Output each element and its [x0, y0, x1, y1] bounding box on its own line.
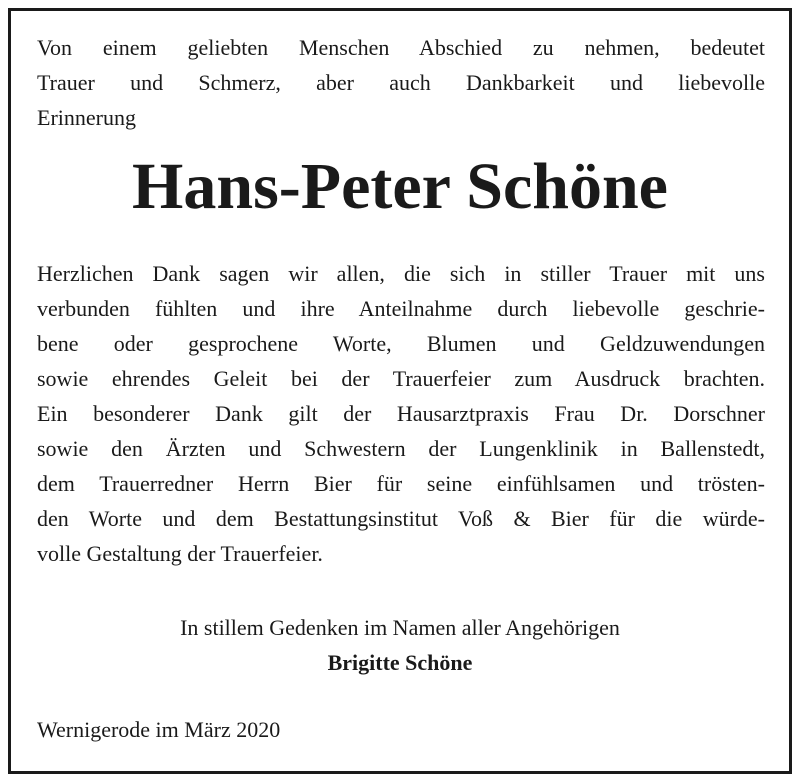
- place-date: Wernigerode im März 2020: [37, 717, 281, 742]
- intro-line: Trauer und Schmerz, aber auch Dankbarkeit und liebevolle: [37, 70, 765, 95]
- deceased-name: Hans-Peter Schöne: [132, 150, 668, 223]
- remembrance-line: In stillem Gedenken im Namen aller Angehörigen: [180, 615, 620, 640]
- thanks-line: dem Trauerredner Herrn Bier für seine einfühlsamen und trösten-: [37, 471, 765, 496]
- intro-line: Erinnerung: [37, 105, 136, 130]
- thanks-line: sowie den Ärzten und Schwestern der Lungenklinik in Ballenstedt,: [37, 436, 765, 461]
- thanks-line: sowie ehrendes Geleit bei der Trauerfeier zum Ausdruck brachten.: [37, 366, 765, 391]
- signer-name: Brigitte Schöne: [327, 650, 473, 675]
- intro-line: Von einem geliebten Menschen Abschied zu nehmen, bedeutet: [37, 35, 765, 60]
- thanks-line: den Worte und dem Bestattungsinstitut Voß & Bier für die würde-: [37, 506, 765, 531]
- obituary-notice: [8, 8, 792, 774]
- thanks-line: Herzlichen Dank sagen wir allen, die sich in stiller Trauer mit uns: [37, 261, 765, 286]
- thanks-line: volle Gestaltung der Trauerfeier.: [37, 541, 323, 566]
- thanks-line: bene oder gesprochene Worte, Blumen und Geldzuwendungen: [37, 331, 765, 356]
- thanks-line: Ein besonderer Dank gilt der Hausarztpraxis Frau Dr. Dorschner: [37, 401, 765, 426]
- thanks-line: verbunden fühlten und ihre Anteilnahme durch liebevolle geschrie-: [37, 296, 765, 321]
